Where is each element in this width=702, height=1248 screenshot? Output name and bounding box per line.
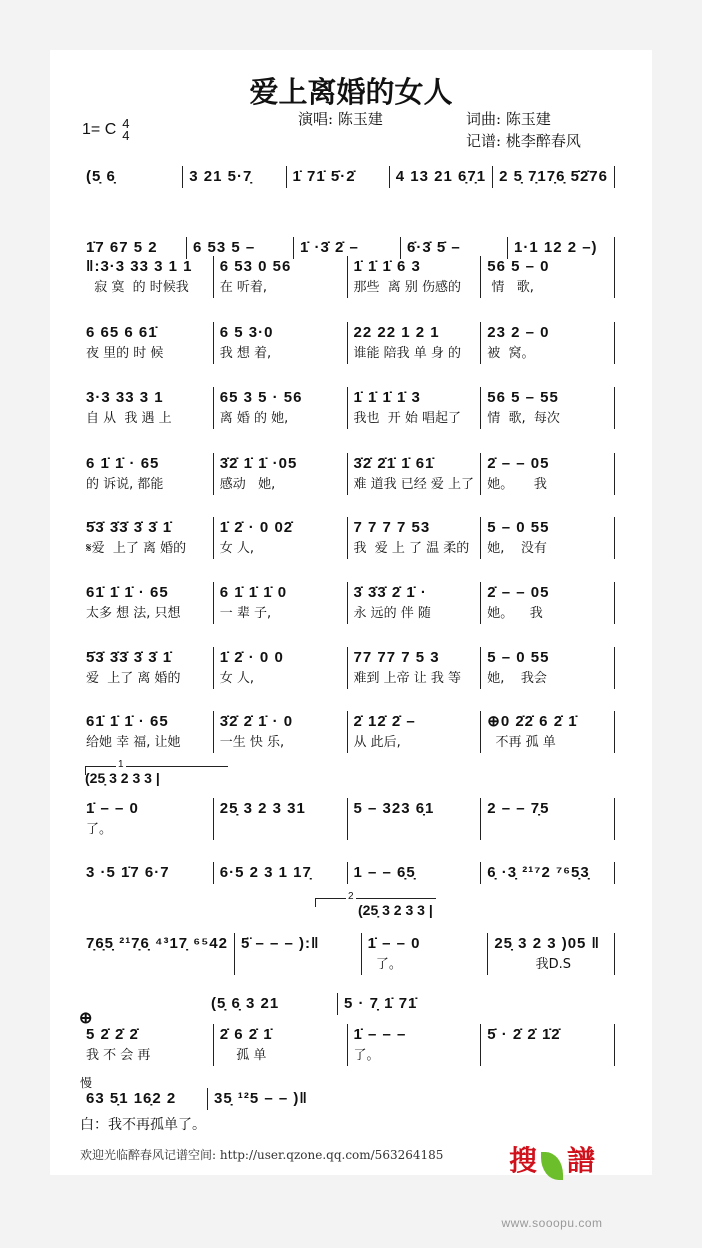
lyrics: 她。 我: [487, 606, 543, 621]
measure: [481, 798, 615, 840]
key-label: 1= C: [82, 121, 117, 139]
volta-2-notes: (25̣ 3 2 3 3 |: [358, 902, 433, 918]
lyrics: 我 不 会 再: [86, 1048, 151, 1063]
measure-notes: 2̇ 12̇ 2̇ –: [353, 713, 416, 730]
measure: [481, 582, 615, 624]
measure: [80, 1024, 214, 1066]
measure-notes: 4 13 21 6̣7̣1: [395, 168, 487, 185]
score-row: [80, 387, 615, 429]
measure-notes: 5 – 323 6̣1: [353, 800, 435, 817]
lyrics: 我也 开 始 唱起了: [353, 411, 462, 426]
measure: [338, 993, 470, 1015]
measure: [214, 453, 348, 495]
measure-notes: 56 5 – 55: [487, 389, 559, 406]
lyrics: 了。: [367, 957, 402, 972]
measure: [481, 1024, 615, 1066]
lyrics: 𝄋爱 上了 离 婚的: [86, 541, 187, 556]
measure-notes: 5 · 7̣ 1̇ 71̇: [344, 995, 418, 1012]
coda-sign-icon: ⊕: [79, 1010, 93, 1027]
measure-notes: 2̇ – – 05: [487, 455, 550, 472]
measure-notes: 22 22 1 2 1: [353, 324, 440, 341]
measure-notes: 1̇ 2̇ · 0 0: [219, 649, 284, 666]
measure-notes: 35̣ ¹²5 – – )‖: [214, 1090, 308, 1107]
leaf-icon: [541, 1152, 563, 1180]
measure-notes: 6̇·3̇ 5̇ –: [407, 239, 461, 256]
measure: [214, 1024, 348, 1066]
measure: [348, 798, 482, 840]
measure-notes: 3̇ 3̇3̇ 2̇ 1̇ ·: [353, 584, 427, 601]
score-row: [80, 1088, 335, 1110]
measure-notes: 3̇2̇ 2̇ 1̇ · 0: [219, 713, 294, 730]
lyrics: 一 辈 子,: [219, 606, 272, 621]
lyrics: 离 婚 的 她,: [219, 411, 289, 426]
lyrics: 寂 寞 的 时候我: [86, 280, 189, 295]
measure: [214, 798, 348, 840]
lyrics: 一生 快 乐,: [219, 735, 285, 750]
measure-notes: 6 5 3·0: [219, 324, 274, 341]
lyrics: 她, 我会: [487, 671, 547, 686]
logo-char: 譜: [567, 1144, 596, 1177]
singer-credit: 演唱: 陈玉建: [298, 110, 383, 128]
lyrics: 从 此后,: [353, 735, 401, 750]
measure-notes: 77 77 7 5 3: [353, 649, 440, 666]
measure-notes: 56 5 – 0: [487, 258, 550, 275]
lyrics: 不再 孤 单: [487, 735, 556, 750]
key-signature: [82, 118, 129, 142]
measure: [488, 933, 615, 975]
measure-notes: 3 21 5·7̣: [189, 168, 253, 185]
lyrics: 她。 我: [487, 477, 547, 492]
score-row: [205, 993, 470, 1015]
measure: [80, 453, 214, 495]
measure-notes: 5 – 0 55: [487, 519, 550, 536]
score-row: [80, 256, 615, 298]
measure: [214, 711, 348, 753]
measure-notes: 1̇ – – –: [353, 1026, 407, 1043]
lyrics: 难到 上帝 让 我 等: [353, 671, 462, 686]
measure-notes: 1̇7 67 5 2: [86, 239, 158, 256]
volta-1-notes: (25̣ 3 2 3 3 |: [85, 770, 160, 786]
score-row: [80, 862, 615, 884]
logo-url: www.sooopu.com: [501, 1215, 603, 1230]
score-row: [80, 453, 615, 495]
measure: [348, 711, 482, 753]
volta-label: 1: [118, 759, 124, 770]
lyrics: 情 歌, 每次: [487, 411, 560, 426]
measure-notes: 7 7 7 7 53: [353, 519, 431, 536]
lyrics: 孤 单: [219, 1048, 267, 1063]
measure: [348, 862, 482, 884]
measure-notes: 6 1̇ 1̇ · 65: [86, 455, 160, 472]
measure: [348, 256, 482, 298]
measure-notes: 61̇ 1̇ 1̇ · 65: [86, 584, 169, 601]
measure: [481, 647, 615, 689]
lyrics: 的 诉说, 都能: [86, 477, 164, 492]
measure-notes: 6·5 2 3 1 17̣: [219, 864, 312, 881]
lyrics: 感动 她,: [219, 477, 276, 492]
volta-label: 2: [348, 891, 354, 902]
lyrics: 爱 上了 离 婚的: [86, 671, 181, 686]
score-row: [80, 582, 615, 624]
measure-notes: 1 – – 6̣5̣: [353, 864, 416, 881]
score-row: [80, 647, 615, 689]
lyrics: 在 听着,: [219, 280, 268, 295]
measure: [348, 387, 482, 429]
score-row: [80, 711, 615, 753]
measure-notes: ⊕0 2̇2̇ 6 2̇ 1̇: [487, 713, 578, 730]
measure-notes: 25̣ 3 2 3 )05 ‖: [494, 935, 601, 952]
measure-notes: 1̇ 2̇ · 0 02̇: [219, 519, 294, 536]
measure: [80, 582, 214, 624]
measure-notes: 7̣6̣5̣ ²¹7̣6̣ ⁴³17̣ ⁶⁵42: [86, 935, 228, 952]
measure: [80, 711, 214, 753]
lyrics: 她, 没有: [487, 541, 547, 556]
measure: [481, 387, 615, 429]
measure: [481, 517, 615, 559]
measure-notes: 5̇3̇ 3̇3̇ 3̇ 3̇ 1̇: [86, 649, 173, 666]
measure: [481, 256, 615, 298]
lyrics: 了。: [86, 822, 113, 837]
measure: [214, 582, 348, 624]
measure: [80, 256, 214, 298]
measure-notes: 6̣ ·3̣ ²¹⁷2 ⁷⁶5̣3̣: [487, 864, 590, 881]
lyrics: 给她 幸 福, 让她: [86, 735, 181, 750]
lyrics: 女 人,: [219, 541, 255, 556]
measure-notes: 1̇ – – 0: [367, 935, 421, 952]
lyrics: 情 歌,: [487, 280, 534, 295]
measure-notes: 3·3 33 3 1: [86, 389, 164, 406]
logo-char: 搜: [508, 1144, 537, 1177]
measure-notes: 3̇2̇ 2̇1̇ 1̇ 61̇: [353, 455, 435, 472]
score-row: [80, 798, 615, 840]
measure-notes: (5̣ 6̣: [86, 168, 116, 185]
measure: [205, 993, 338, 1015]
measure-notes: 3̇2̇ 1̇ 1̇ ·05: [219, 455, 298, 472]
measure-notes: (5̣ 6̣ 3 21: [211, 995, 280, 1012]
measure-notes: 5 – 0 55: [487, 649, 550, 666]
measure: [348, 647, 482, 689]
score-row: [80, 517, 615, 559]
measure: [208, 1088, 335, 1110]
measure: [80, 387, 214, 429]
measure: [348, 322, 482, 364]
measure-notes: 1̇ 1̇ 1̇ 1̇ 3: [353, 389, 421, 406]
lyrics: 被 窝。: [487, 346, 535, 361]
measure-notes: 23 2 – 0: [487, 324, 550, 341]
measure-notes: ‖:3·3 33 3 1 1: [86, 258, 193, 275]
measure: [348, 582, 482, 624]
measure-notes: 6 65 6 61̇: [86, 324, 158, 341]
measure-notes: 2̇ – – 05: [487, 584, 550, 601]
measure: [493, 166, 615, 188]
transcriber-credit: 记谱: 桃李醉春风: [466, 132, 581, 150]
measure-notes: 1̇ 1̇ 1̇ 6 3: [353, 258, 421, 275]
measure: [214, 647, 348, 689]
measure-notes: 6 1̇ 1̇ 1̇ 0: [219, 584, 288, 601]
measure-notes: 63 5̣1 16̣2 2: [86, 1090, 177, 1107]
measure: [390, 166, 493, 188]
measure-notes: 1·1 12 2 –): [514, 239, 598, 256]
measure: [481, 322, 615, 364]
measure: [235, 933, 362, 975]
lyrics: 太多 想 法, 只想: [86, 606, 181, 621]
lyrics: 自 从 我 遇 上: [86, 411, 172, 426]
measure: [80, 798, 214, 840]
lyrics: 那些 离 别 伤感的: [353, 280, 462, 295]
tempo-mark: 慢: [80, 1076, 93, 1090]
measure-notes: 1̇ 71̇ 5̇·2̇: [292, 168, 356, 185]
lyrics: 女 人,: [219, 671, 255, 686]
lyrics: 永 远的 伴 随: [353, 606, 431, 621]
song-title: 爱上离婚的女人: [249, 75, 453, 109]
lyrics: 我D.S: [494, 957, 572, 972]
measure: [287, 166, 390, 188]
measure-notes: 2 5̣ 7̣17̣6̣ 5̇2̇76: [499, 168, 608, 185]
measure: [214, 256, 348, 298]
measure: [80, 933, 235, 975]
measure: [80, 862, 214, 884]
spoken-line: 白：我不再孤单了。: [80, 1117, 206, 1133]
lyrics: 了。: [353, 1048, 380, 1063]
sooopu-logo: [488, 1103, 616, 1230]
measure: [348, 517, 482, 559]
measure-notes: 3 ·5 1̇7 6·7: [86, 864, 170, 881]
measure-notes: 6 53 5 –: [193, 239, 256, 256]
measure: [348, 1024, 482, 1066]
score-row: [80, 322, 615, 364]
lyrics: 难 道我 已经 爱 上了: [353, 477, 475, 492]
measure: [80, 166, 183, 188]
lyrics: 谁能 陪我 单 身 的: [353, 346, 462, 361]
measure-notes: 6 53 0 56: [219, 258, 292, 275]
measure: [362, 933, 489, 975]
measure: [481, 711, 615, 753]
measure-notes: 65 3 5 · 56: [219, 389, 303, 406]
measure: [214, 517, 348, 559]
footer-text: 欢迎光临醉春风记谱空间: http://user.qzone.qq.com/563264185: [80, 1148, 444, 1162]
score-row: [80, 933, 615, 975]
measure-notes: 5 2̇ 2̇ 2̇: [86, 1026, 139, 1043]
measure: [481, 453, 615, 495]
measure: [214, 387, 348, 429]
lyrics: 我 想 着,: [219, 346, 272, 361]
measure: [80, 1088, 208, 1110]
lyrics: 夜 里的 时 候: [86, 346, 164, 361]
measure-notes: 5̇ · 2̇ 2̇ 1̇2̇: [487, 1026, 561, 1043]
time-signature: [122, 118, 129, 142]
measure-notes: 2 – – 7̣5: [487, 800, 550, 817]
time-bottom: 4: [122, 128, 130, 143]
measure-notes: 61̇ 1̇ 1̇ · 65: [86, 713, 169, 730]
measure-notes: 1̇ – – 0: [86, 800, 139, 817]
measure: [481, 862, 615, 884]
measure-notes: 2̇ 6 2̇ 1̇: [219, 1026, 273, 1043]
measure-notes: 5̈ – – – ):‖: [240, 935, 320, 952]
composer-credit: 词曲: 陈玉建: [466, 110, 551, 128]
measure: [348, 453, 482, 495]
measure: [183, 166, 286, 188]
measure-notes: 25̣ 3 2 3 31: [219, 800, 306, 817]
measure: [80, 647, 214, 689]
measure-notes: 5̇3̇ 3̇3̇ 3̇ 3̇ 1̇: [86, 519, 173, 536]
measure-notes: 1̇ ·3̇ 2̇ –: [300, 239, 359, 256]
score-row: [80, 166, 615, 188]
time-top: 4: [122, 116, 130, 131]
measure: [214, 862, 348, 884]
measure: [80, 322, 214, 364]
measure: [214, 322, 348, 364]
lyrics: 我 爱 上 了 温 柔的: [353, 541, 470, 556]
score-row: [80, 1024, 615, 1066]
measure: [80, 517, 214, 559]
